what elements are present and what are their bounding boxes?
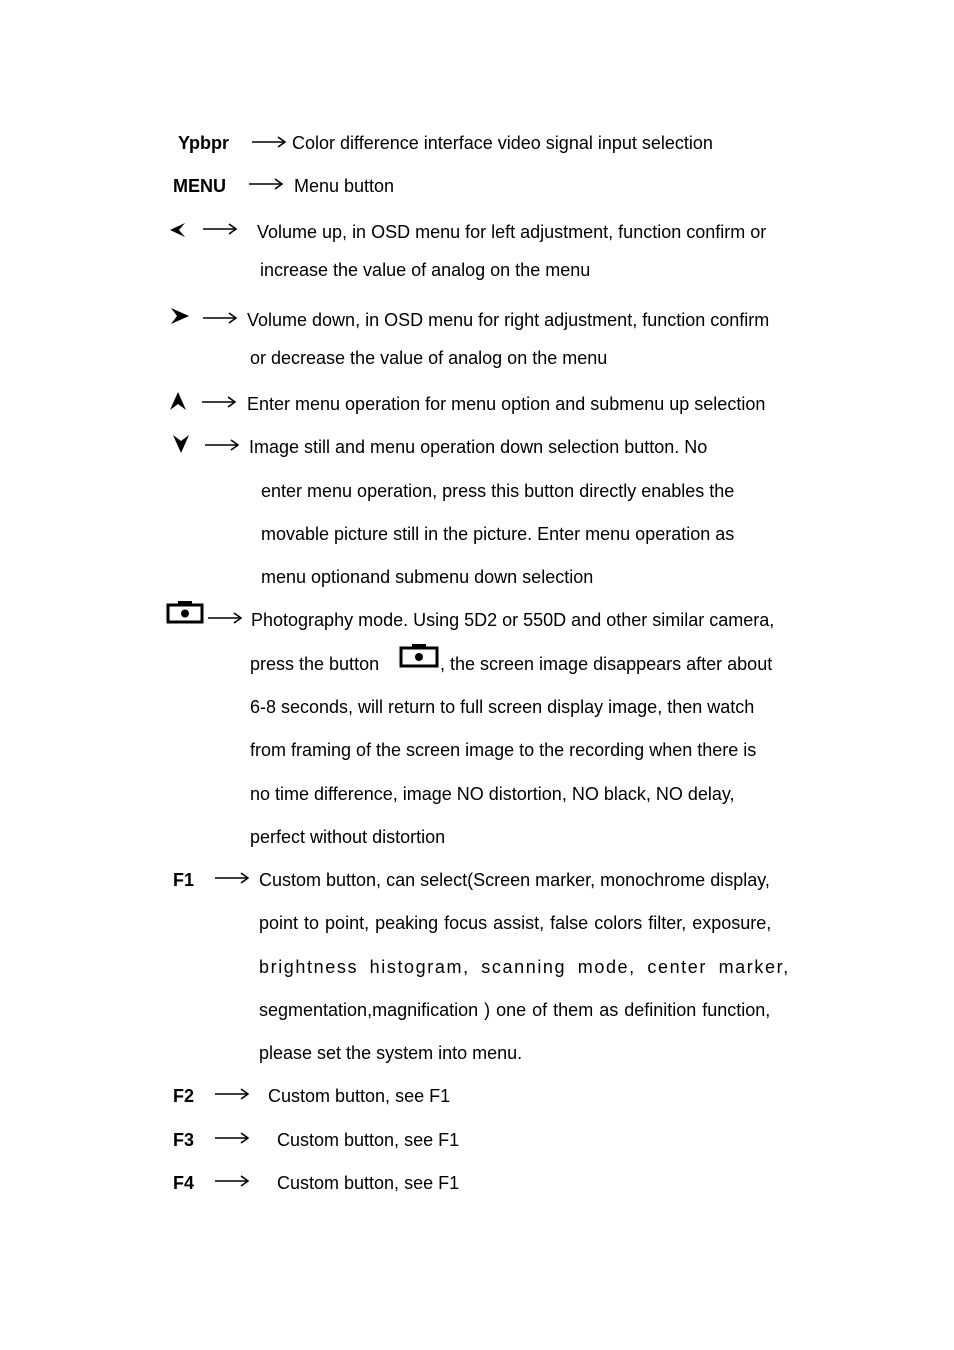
f1-description-line-4: segmentation,magnification ) one of them as definition function, — [259, 1000, 771, 1020]
arrow-right-icon — [205, 439, 239, 451]
photography-description-line-5: no time difference, image NO distortion, NO black, NO delay, — [250, 784, 735, 804]
chevron-right-icon — [170, 307, 190, 325]
f4-description: Custom button, see F1 — [277, 1173, 460, 1193]
f1-description-line-1: Custom button, can select(Screen marker, monochrome display, — [259, 870, 770, 890]
image-still-description-line-3: movable picture still in the picture. Enter menu operation as — [261, 524, 735, 544]
arrow-right-icon — [252, 136, 286, 148]
f2-description: Custom button, see F1 — [268, 1086, 451, 1106]
image-still-description-line-1: Image still and menu operation down selection button. No — [249, 437, 708, 457]
arrow-right-icon — [203, 312, 237, 324]
arrow-right-icon — [249, 178, 283, 190]
arrow-right-icon — [215, 1088, 249, 1100]
image-still-description-line-4: menu optionand submenu down selection — [261, 567, 594, 587]
arrow-right-icon — [208, 612, 242, 624]
image-still-description-line-2: enter menu operation, press this button directly enables the — [261, 481, 735, 501]
chevron-up-icon — [169, 391, 187, 411]
photography-description-line-4: from framing of the screen image to the recording when there is — [250, 740, 757, 760]
photography-description-line-2b: , the screen image disappears after about — [440, 654, 773, 674]
arrow-right-icon — [203, 223, 237, 235]
volume-down-description-line-2: or decrease the value of analog on the menu — [250, 348, 608, 368]
key-label-f3: F3 — [173, 1130, 195, 1150]
arrow-right-icon — [215, 872, 249, 884]
photography-description-line-3: 6-8 seconds, will return to full screen display image, then watch — [250, 697, 755, 717]
photography-description-line-6: perfect without distortion — [250, 827, 446, 847]
volume-up-description-line-2: increase the value of analog on the menu — [260, 260, 591, 280]
key-label-f2: F2 — [173, 1086, 195, 1106]
key-label-f1: F1 — [173, 870, 195, 890]
photography-description-line-1: Photography mode. Using 5D2 or 550D and other similar camera, — [251, 610, 775, 630]
arrow-right-icon — [215, 1132, 249, 1144]
f1-description-line-2: point to point, peaking focus assist, false colors filter, exposure, — [259, 913, 772, 933]
photography-description-line-2a: press the button — [250, 654, 380, 674]
ypbpr-description: Color difference interface video signal input selection — [292, 133, 713, 153]
volume-up-description-line-1: Volume up, in OSD menu for left adjustment, function confirm or — [257, 222, 767, 242]
chevron-left-icon — [169, 222, 187, 238]
camera-icon — [166, 600, 204, 624]
key-label-ypbpr: Ypbpr — [178, 133, 230, 153]
f1-description-line-3: brightness histogram, scanning mode, center marker, — [259, 957, 790, 977]
arrow-right-icon — [215, 1175, 249, 1187]
key-label-f4: F4 — [173, 1173, 195, 1193]
chevron-down-icon — [172, 434, 190, 454]
camera-icon — [399, 643, 439, 669]
f1-description-line-5: please set the system into menu. — [259, 1043, 523, 1063]
f3-description: Custom button, see F1 — [277, 1130, 460, 1150]
arrow-right-icon — [202, 396, 236, 408]
volume-down-description-line-1: Volume down, in OSD menu for right adjustment, function confirm — [247, 310, 770, 330]
menu-up-description: Enter menu operation for menu option and submenu up selection — [247, 394, 766, 414]
key-label-menu: MENU — [173, 176, 226, 196]
menu-description: Menu button — [294, 176, 395, 196]
